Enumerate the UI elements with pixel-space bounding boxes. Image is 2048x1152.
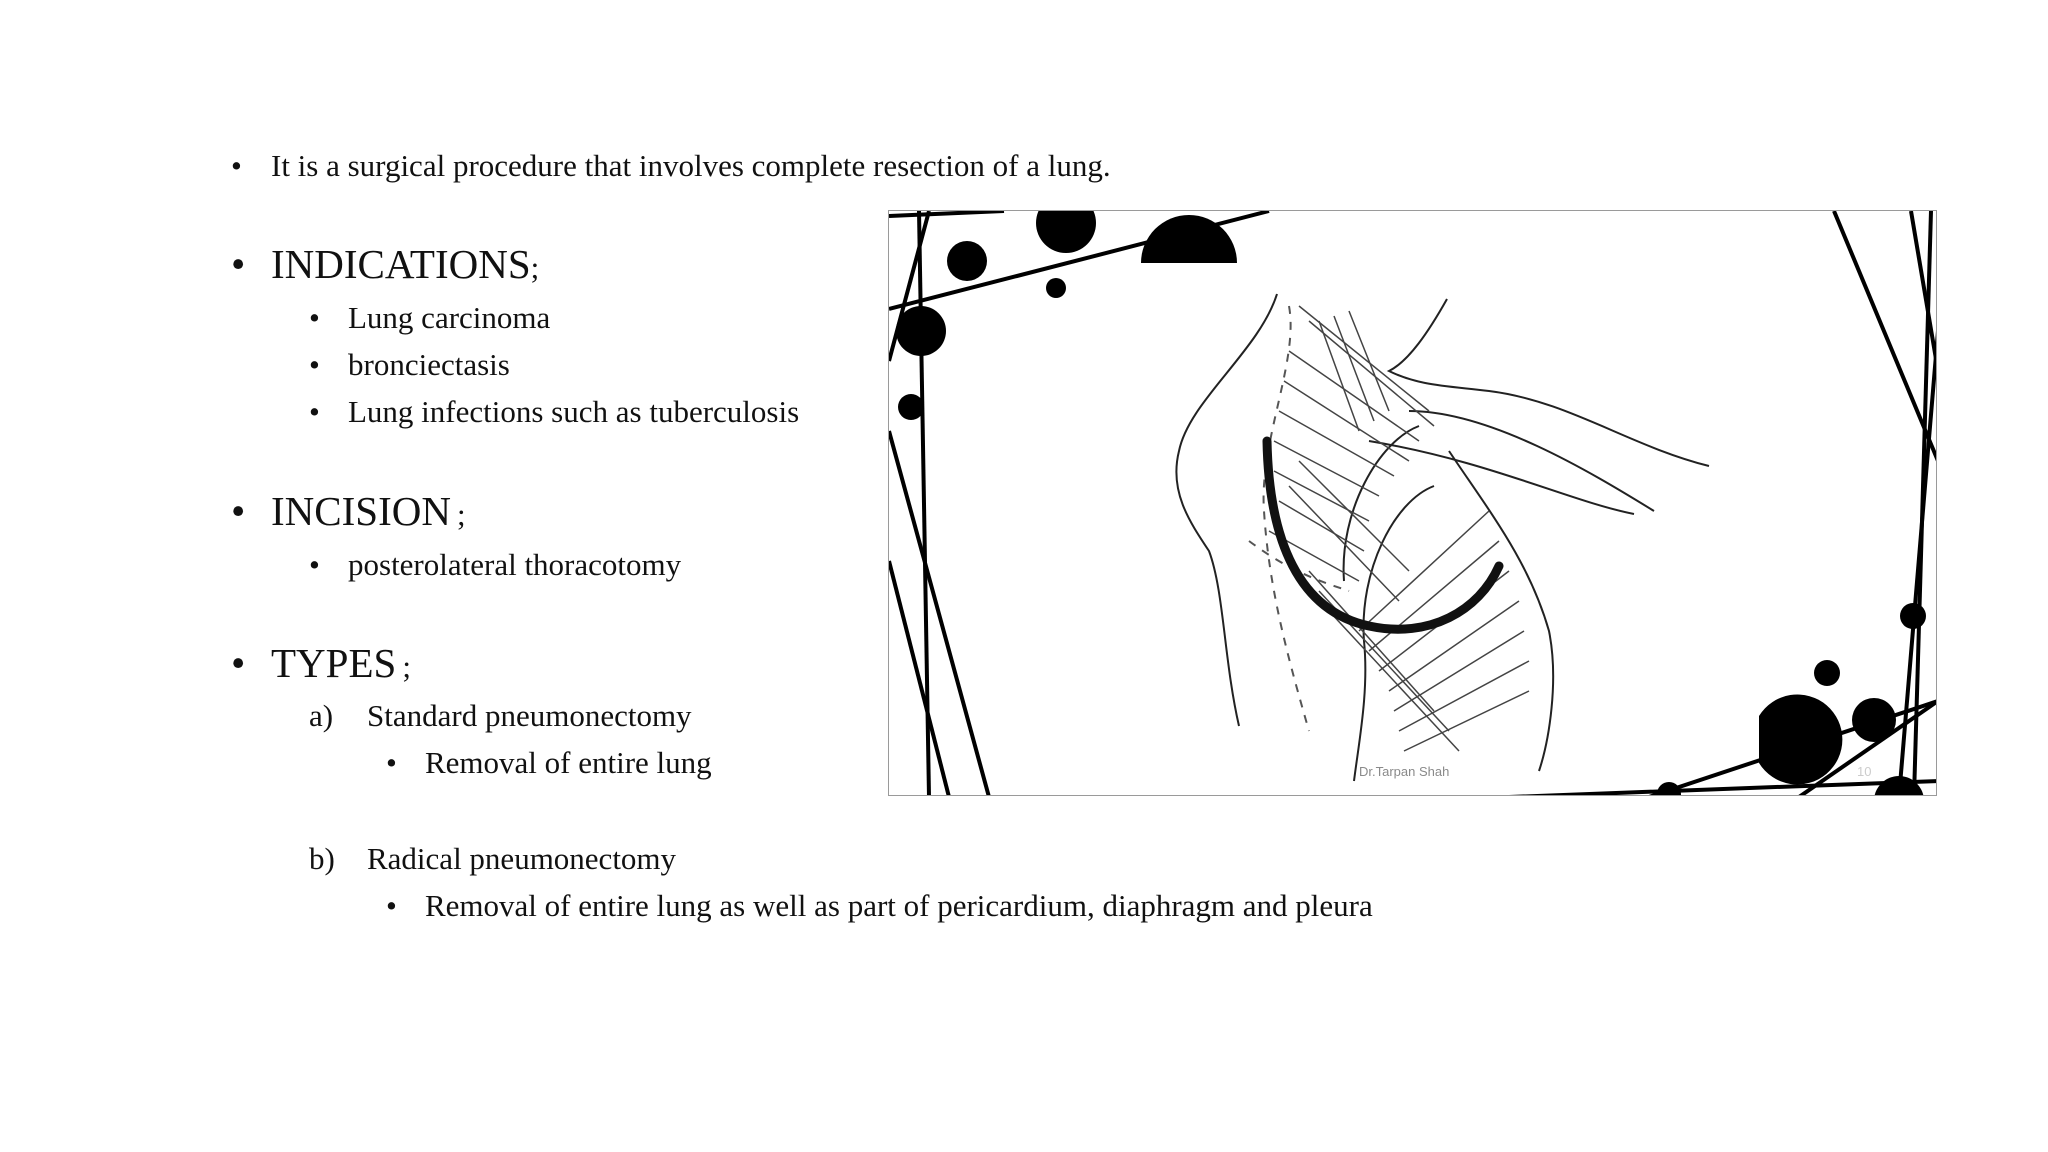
bullet-marker: • [309, 547, 320, 582]
thoracotomy-drawing [889, 211, 1937, 796]
intro-text: It is a surgical procedure that involves complete resection of a lung. [271, 148, 1111, 183]
type-label: Standard pneumonectomy [367, 698, 692, 733]
type-marker: b) [309, 841, 335, 876]
scapula-outline [1249, 306, 1349, 731]
decorative-dots [896, 211, 1926, 796]
bullet-marker: • [309, 347, 320, 382]
bullet-marker: • [309, 394, 320, 429]
bullet-marker: • [231, 148, 242, 183]
type-detail: Removal of entire lung [425, 745, 712, 780]
indication-item: Lung carcinoma [348, 300, 551, 335]
indications-heading: INDICATIONS; [271, 241, 540, 287]
thoracotomy-illustration [888, 210, 1937, 796]
figure-credit: Dr.Tarpan Shah [1359, 764, 1450, 779]
bullet-marker: • [386, 888, 397, 923]
muscle-fibers [1269, 306, 1529, 751]
bullet-marker: • [231, 488, 246, 534]
incision-heading: INCISION ; [271, 488, 466, 534]
type-detail: Removal of entire lung as well as part of pericardium, diaphragm and pleura [425, 888, 1373, 923]
type-label: Radical pneumonectomy [367, 841, 677, 876]
bullet-marker: • [231, 241, 246, 287]
bullet-marker: • [231, 640, 246, 686]
incision-item: posterolateral thoracotomy [348, 547, 682, 582]
indication-item: Lung infections such as tuberculosis [348, 394, 800, 429]
types-heading: TYPES ; [271, 640, 411, 686]
type-marker: a) [309, 698, 334, 733]
indication-item: bronciectasis [348, 347, 510, 382]
figure-page-number: 10 [1857, 764, 1872, 779]
bullet-marker: • [309, 300, 320, 335]
bullet-marker: • [386, 745, 397, 780]
